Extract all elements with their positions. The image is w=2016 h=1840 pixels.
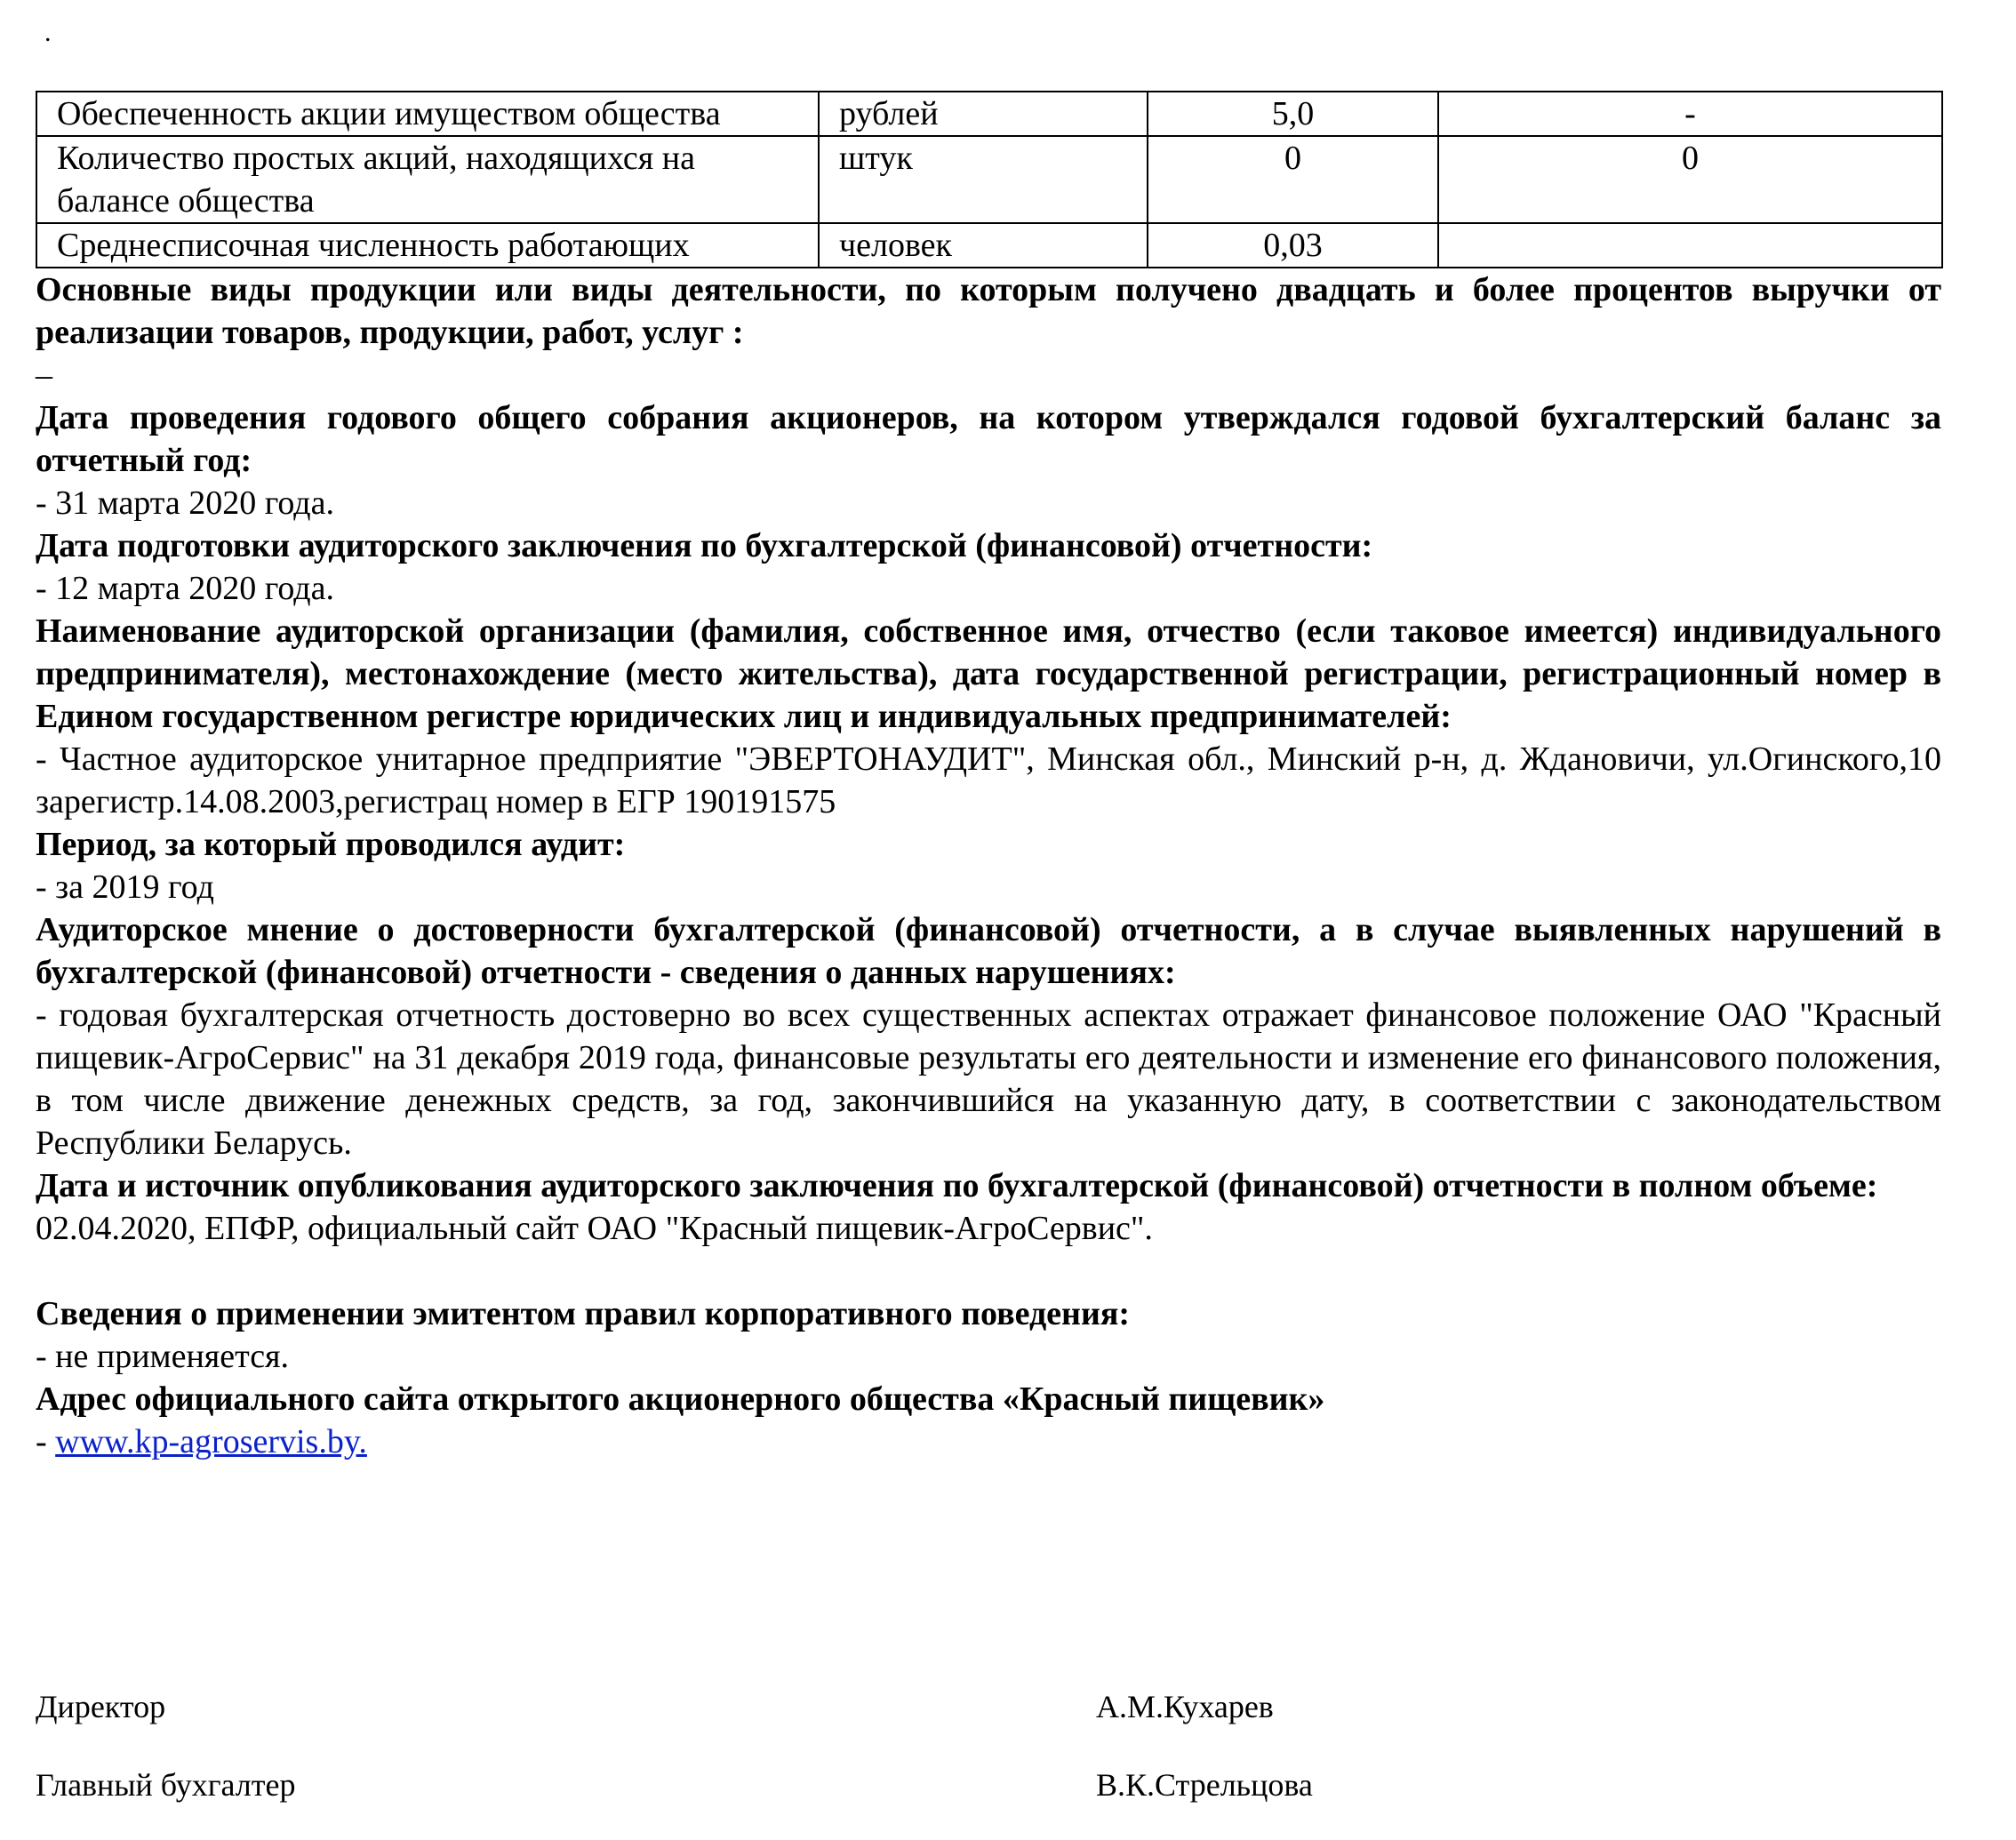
indicator-unit: штук: [819, 136, 1148, 223]
auditor-value: - Частное аудиторское унитарное предприятие "ЭВЕРТОНАУДИТ", Минская обл., Минский р-н, д. Ждановичи, ул.Огинского,10 зарегистр.14.08.2003,регистрац номер в ЕГР 190191575: [36, 740, 1941, 820]
indicator-value-current: 0,03: [1148, 223, 1438, 268]
products-heading: Основные виды продукции или виды деятельности, по которым получено двадцать и более процентов выручки от реализации товаров, продукции, работ, услуг :: [36, 271, 1941, 351]
meeting-value: - 31 марта 2020 года.: [36, 484, 334, 522]
products-value: –: [36, 356, 52, 394]
spacer: [36, 1250, 1941, 1292]
indicator-value-current: 5,0: [1148, 92, 1438, 136]
audit-date-value: - 12 марта 2020 года.: [36, 570, 334, 607]
website-heading: Адрес официального сайта открытого акционерного общества «Красный пищевик»: [36, 1380, 1325, 1418]
meeting-heading: Дата проведения годового общего собрания акционеров, на котором утверждался годовой бухгалтерский баланс за отчетный год:: [36, 399, 1941, 479]
audit-date-heading: Дата подготовки аудиторского заключения по бухгалтерской (финансовой) отчетности:: [36, 527, 1373, 564]
opinion-value: - годовая бухгалтерская отчетность достоверно во всех существенных аспектах отражает финансовое положение ОАО "Красный пищевик-АгроСервис" на 31 декабря 2019 года, финансовые результаты его деятельности и изменение его финансового положения, в том числе движение денежных средств, за год, закончившийся на указанную дату, в соответствии с законодательством Республики Беларусь.: [36, 996, 1941, 1162]
indicators-table: [36, 91, 1943, 268]
table-row: [36, 92, 1942, 136]
accountant-title: Главный бухгалтер: [36, 1767, 296, 1803]
period-value: - за 2019 год: [36, 868, 214, 906]
table-row: [36, 136, 1942, 223]
indicator-value-current: 0: [1148, 136, 1438, 223]
governance-value: - не применяется.: [36, 1338, 290, 1375]
website-link[interactable]: www.kp-agroservis.by.: [55, 1423, 367, 1460]
indicator-name: Количество простых акций, находящихся на балансе общества: [36, 136, 819, 223]
accountant-name: В.К.Стрельцова: [1096, 1767, 1313, 1803]
director-name: А.М.Кухарев: [1096, 1689, 1274, 1724]
opinion-heading: Аудиторское мнение о достоверности бухгалтерской (финансовой) отчетности, а в случае выявленных нарушений в бухгалтерской (финансовой) отчетности - сведения о данных нарушениях:: [36, 911, 1941, 991]
auditor-heading: Наименование аудиторской организации (фамилия, собственное имя, отчество (если таковое имеется) индивидуального предпринимателя), местонахождение (место жительства), дата государственной регистрации, регистрационный номер в Едином государственном регистре юридических лиц и индивидуальных предпринимателей:: [36, 612, 1941, 735]
publication-value: 02.04.2020, ЕПФР, официальный сайт ОАО "Красный пищевик-АгроСервис".: [36, 1210, 1153, 1247]
governance-heading: Сведения о применении эмитентом правил корпоративного поведения:: [36, 1295, 1131, 1332]
period-heading: Период, за который проводился аудит:: [36, 826, 626, 863]
director-title: Директор: [36, 1689, 166, 1724]
indicator-name: Среднесписочная численность работающих: [36, 223, 819, 268]
table-row: [36, 223, 1942, 268]
document-body: [36, 91, 1941, 1463]
indicator-unit: человек: [819, 223, 1148, 268]
website-prefix: -: [36, 1423, 56, 1460]
indicator-unit: рублей: [819, 92, 1148, 136]
website-line: [36, 1420, 1941, 1463]
publication-heading: Дата и источник опубликования аудиторского заключения по бухгалтерской (финансовой) отчетности в полном объеме:: [36, 1167, 1878, 1204]
indicator-value-previous: [1438, 223, 1942, 268]
indicator-name: Обеспеченность акции имуществом общества: [36, 92, 819, 136]
top-mark: .: [44, 18, 52, 47]
indicator-value-previous: 0: [1438, 136, 1942, 223]
indicator-value-previous: -: [1438, 92, 1942, 136]
